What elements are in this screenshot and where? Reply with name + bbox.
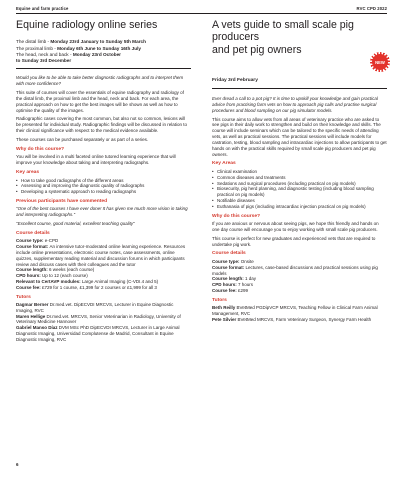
brand-header: RVC CPD 2022 [356,6,387,11]
tutor-entry: Gabriel Manso Díaz DVM MSc PhD DipECVDI MRCVS, Lecturer in Large Animal Diagnostic Imaging, Universidad Complutense de Madrid, Consultant in Equine Diagnostic Imaging, RVC [16,325,180,342]
intro-text: Would you like to be able to take better diagnostic radiographs and to interpret them with more confidence? [16,75,184,87]
course-title: Equine radiology online series [16,19,158,31]
testimonial: "Excellent course, good material, excellent teaching quality" [16,221,135,227]
list-item: • How to take good radiographs of the different areas [16,178,191,184]
section-heading: Why do this course? [212,213,261,219]
course-length: Course length: 6 weeks (each course) [16,267,95,273]
course-date: Friday 3rd February [212,78,258,84]
body-paragraph: You will be involved in a multi faceted online tutored learning experience that will improve your knowledge about taking and interpreting radiographs. [16,154,176,166]
cpd-hours: CPD hours: Up to 12 (each course) [16,273,88,279]
body-paragraph: This course aims to allow vets from all areas of veterinary practice who are asked to see pigs in their daily work to strengthen and build on their knowledge and skills. The course will include seminars which can be tailored to the specific needs of attending vets, as well as practical sessions. The practical sessions will include models for castration, testing, blood sampling and intracardiac injections to allow participants to get hands on with the practical skills required by small scale pig producers and pet pig owners. [212,116,387,157]
course-format: Course format: Lectures, case-based discussions and practical sessions using pig models [212,264,378,276]
section-heading: Tutors [212,297,227,303]
new-badge: NEW [372,54,388,70]
section-heading: Key areas [16,170,40,175]
course-title: A vets guide to small scale pig producers and pet pig owners [212,19,354,56]
course-date: The head, neck and back - Monday 23rd October [16,51,121,57]
section-heading: Key Areas [212,161,236,167]
tutor-entry: Maren Hellige Dr.med.vet. MRCVS, Senior Veterinarian in Radiology, University of Veterinary Medicine Hannover [16,313,181,325]
section-heading: Course details [212,251,246,257]
testimonial: "One of the best courses I have ever done! It has given me much more vision in taking and interpreting radiographs." [16,206,188,218]
body-paragraph: These courses can be purchased separately or as part of a series. [16,136,149,142]
body-paragraph: This course is perfect for new graduates and experienced vets that are required to undertake pig work. [212,235,376,247]
list-item: • Common diseases and treatments [212,175,387,181]
key-areas-list [212,169,387,210]
intro-text: Ever dread a call to a pot pig? It is time to upskill your knowledge and gain practical advice from practising farm vets on how to approach pig calls and practise surgical procedures and blood sampling on our pig simulator models. [212,96,378,113]
page-number: 6 [16,462,19,467]
list-item: • Developing a systematic approach to reading radiographs [16,189,191,195]
tutor-entry: Pete Silvier BVetMed MRCVS, Farm Veterinary Surgeon, Synergy Farm Health [212,316,372,322]
course-length: Course length: 1 day [212,276,257,282]
body-paragraph: This suite of courses will cover the essentials of equine radiography and radiology of the distal limb, the proximal limb and the head, neck and back. For each area, the practical approach on how to get the best images will be shown as well as how to optimise the quality of the images. [16,90,184,113]
course-date: The proximal limb - Monday 6th June to Sunday 16th July [16,45,142,51]
section-heading: Course details [16,230,50,236]
course-type: Course type: e-CPD [16,238,59,244]
header-divider [16,13,387,14]
body-paragraph: If you are anxious or nervous about seeing pigs, we hope this friendly and hands on one day course will encourage you to enjoy working with small scale pig producers. [212,221,379,232]
course-pigs [212,19,387,323]
course-radiology [16,19,191,343]
course-format: Course format: An intensive tutor-moderated online learning experience. Resources include online presentations, electronic course notes, case assessments, online quizzes, supplementary reading material and discussion forums in which participants review and discuss cases with their colleagues and the tutor [16,244,186,267]
list-item: • Sedations and surgical procedures (including practical on pig models) [212,181,387,187]
tutor-entry: Beth Reilly BVetMed PGDipVCP MRCVS, Teaching Fellow in Clinical Farm Animal Management, RVC [212,305,378,316]
section-header: Equine and farm practice [16,6,69,11]
course-fee: Course fee: £729 for 1 course, £1,399 for 2 courses or £1,999 for all 3 [16,284,157,290]
course-date: to Sunday 3rd December [16,57,72,63]
tutor-entry: Dagmar Berner Dr.med.vet. DipECVDI MRCVS, Lecturer in Equine Diagnostic Imaging, RVC [16,302,174,313]
body-paragraph: Radiographic cases covering the most common, but also not so common, lesions will be presented for individual study. Radiographic findings will be discussed in relation to their clinical significance with respect to the medical evidence available. [16,116,188,134]
list-item: • Notifiable diseases [212,198,387,204]
certavp-relevance: Relevant to CertAVP modules: Large Animal Imaging (C-VDI.4 and 5) [16,279,159,284]
divider [212,88,387,89]
list-item: • Assessing and improving the diagnostic quality of radiographs [16,183,191,189]
list-item: • Biosecurity, pig herd planning, and diagnostic testing (including blood sampling practical on pig models) [212,186,387,198]
course-date: The distal limb - Monday 23rd January to Sunday 5th March [16,39,146,45]
cpd-hours: CPD hours: 7 hours [212,282,254,288]
list-item: • Euthanasia of pigs (including intracardiac injection practical on pig models) [212,204,387,210]
course-type: Course type: Onsite [212,258,254,264]
divider [16,68,191,69]
section-heading: Previous participants have commented [16,198,108,204]
section-heading: Why do this course? [16,146,65,152]
course-fee: Course fee: £299 [212,287,249,293]
section-heading: Tutors [16,294,31,300]
key-areas-list [16,178,191,195]
list-item: • Clinical examination [212,169,387,175]
